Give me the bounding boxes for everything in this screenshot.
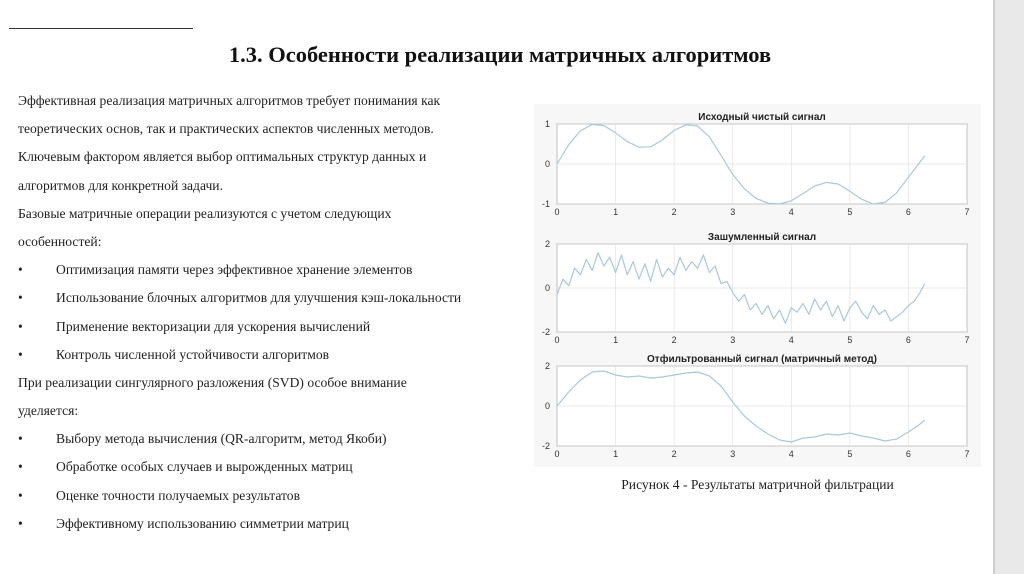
plot-title: Исходный чистый сигнал (698, 112, 826, 123)
x-tick-label: 7 (964, 335, 970, 345)
bullet-item (18, 510, 533, 538)
x-tick-label: 4 (788, 335, 794, 345)
paragraph-line: особенностей: (18, 233, 102, 249)
x-tick-label: 5 (847, 449, 853, 459)
bullet-dot: • (18, 262, 23, 278)
x-tick-label: 3 (730, 207, 736, 217)
slide-title: 1.3. Особенности реализации матричных алгоритмов (228, 42, 772, 67)
slide-body-text (18, 87, 533, 538)
x-tick-label: 0 (554, 449, 560, 459)
slide-right-border (993, 0, 1024, 574)
plot-title: Отфильтрованный сигнал (матричный метод) (647, 354, 877, 365)
bullet-text: Оптимизация памяти через эффективное хранение элементов (56, 262, 413, 278)
x-tick-label: 3 (730, 449, 736, 459)
x-tick-label: 3 (730, 335, 736, 345)
bullet-item (18, 256, 533, 284)
bullet-text: Оценке точности получаемых результатов (56, 487, 301, 503)
bullet-dot: • (18, 346, 23, 362)
x-tick-label: 2 (671, 207, 677, 217)
x-tick-label: 2 (671, 449, 677, 459)
y-tick-label: 0 (544, 401, 550, 411)
x-tick-label: 1 (613, 207, 619, 217)
x-tick-label: 6 (905, 335, 911, 345)
x-tick-label: 2 (671, 335, 677, 345)
x-tick-label: 0 (554, 207, 560, 217)
y-tick-label: 2 (544, 361, 550, 371)
bullet-dot: • (18, 459, 23, 475)
bullet-dot: • (18, 487, 23, 503)
y-tick-label: -2 (541, 327, 550, 337)
bullet-text: Контроль численной устойчивости алгоритмов (56, 346, 330, 362)
bullet-dot: • (18, 515, 23, 531)
x-tick-label: 5 (847, 207, 853, 217)
bullet-dot: • (18, 290, 23, 306)
bullet-text: Выбору метода вычисления (QR-алгоритм, метод Якоби) (56, 431, 387, 447)
bullet-text: Применение векторизации для ускорения вычислений (56, 318, 371, 334)
y-tick-label: 0 (544, 283, 550, 293)
paragraph-line: При реализации сингулярного разложения (SVD) особое внимание (18, 374, 407, 390)
bullet-text: Эффективному использованию симметрии матриц (56, 515, 349, 531)
x-tick-label: 5 (847, 335, 853, 345)
bullet-text: Использование блочных алгоритмов для улучшения кэш-локальности (56, 290, 462, 306)
x-tick-label: 7 (964, 207, 970, 217)
x-tick-label: 1 (613, 449, 619, 459)
y-tick-label: -2 (541, 441, 550, 451)
bullet-item (18, 284, 533, 312)
bullet-item (18, 341, 533, 369)
x-tick-label: 7 (964, 449, 970, 459)
x-tick-label: 1 (613, 335, 619, 345)
paragraph-line: Эффективная реализация матричных алгоритмов требует понимания как (18, 93, 441, 108)
figure-svg (534, 104, 981, 467)
paragraph-line: уделяется: (18, 403, 79, 419)
x-tick-label: 0 (554, 335, 560, 345)
paragraph-line: алгоритмов для конкретной задачи. (18, 177, 223, 193)
bullet-item (18, 453, 533, 481)
figure-caption: Рисунок 4 - Результаты матричной фильтрации (621, 477, 894, 492)
x-tick-label: 4 (788, 449, 794, 459)
y-tick-label: -1 (541, 199, 550, 209)
bullet-item (18, 482, 533, 510)
bullet-dot: • (18, 318, 23, 334)
paragraph-line: Базовые матричные операции реализуются с учетом следующих (18, 205, 392, 221)
x-tick-label: 6 (905, 207, 911, 217)
y-tick-label: 1 (544, 119, 550, 129)
x-tick-label: 6 (905, 449, 911, 459)
paragraph-line: Ключевым фактором является выбор оптимальных структур данных и (18, 149, 427, 165)
y-tick-label: 0 (544, 159, 550, 169)
paragraph-line: теоретических основ, так и практических аспектов численных методов. (18, 121, 434, 137)
bullet-item (18, 425, 533, 453)
figure-signal-plots (534, 104, 981, 467)
header-rule (9, 28, 193, 29)
bullet-text: Обработке особых случаев и вырожденных матриц (56, 459, 353, 475)
plot-title: Зашумленный сигнал (707, 232, 817, 243)
x-tick-label: 4 (788, 207, 794, 217)
bullet-dot: • (18, 431, 23, 447)
y-tick-label: 2 (544, 239, 550, 249)
bullet-item (18, 313, 533, 341)
